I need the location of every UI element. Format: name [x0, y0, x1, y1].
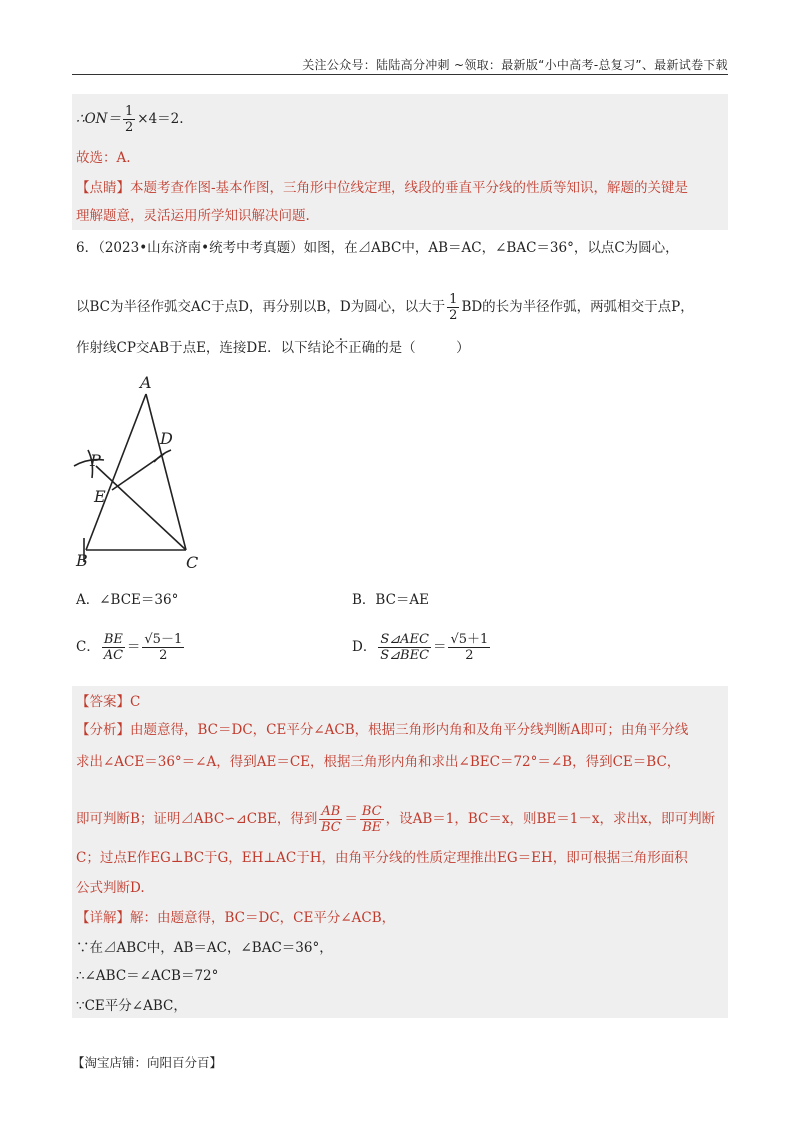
- label-b: B: [76, 551, 88, 570]
- detail-line-1: 【详解】解：由题意得，BC＝DC，CE平分∠ACB，: [76, 910, 396, 926]
- question-line-2: 以BC为半径作弧交AC于点D，再分别以B，D为圆心，以大于 $\frac{1}{2}$ BD的长为半径作弧，两弧相交于点P，: [76, 292, 694, 323]
- on-result-line: ∴ON＝ $\frac{1}{2}$ ×4＝2.: [76, 104, 184, 135]
- prev-comment-2: 理解题意，灵活运用所学知识解决问题.: [76, 208, 310, 224]
- side-ac: [146, 394, 186, 550]
- page-header: 关注公众号：陆陆高分冲刺 ~领取：最新版“小中高考-总复习”、最新试卷下载: [302, 58, 728, 72]
- question-line-3: 作射线CP交AB于点E，连接DE．以下结论不正确的是（ ）: [76, 340, 470, 356]
- header-rule: [72, 74, 728, 75]
- label-e: E: [94, 487, 106, 506]
- option-b: B．BC＝AE: [352, 592, 430, 608]
- label-a: A: [140, 373, 152, 392]
- question-line-1: 6．（2023•山东济南•统考中考真题）如图，在⊿ABC中，AB＝AC，∠BAC＝36°，以点C为圆心，: [76, 240, 679, 256]
- label-c: C: [186, 553, 199, 570]
- answer-label: 【答案】C: [76, 694, 141, 710]
- label-p: P: [90, 451, 101, 470]
- analysis-line-4: C；过点E作EG⊥BC于G，EH⊥AC于H，由角平分线的性质定理推出EG＝EH，即可根据三角形面积: [76, 850, 688, 866]
- detail-line-4: ∵CE平分∠ABC，: [76, 998, 187, 1014]
- option-c: C． $\frac{BE}{AC}$ ＝ $\frac{√5-1}{2}$: [76, 632, 183, 663]
- detail-line-3: ∴∠ABC＝∠ACB＝72°: [76, 968, 219, 984]
- analysis-line-5: 公式判断D.: [76, 880, 145, 896]
- prev-choice: 故选：A.: [76, 150, 131, 166]
- prev-comment-1: 【点睛】本题考查作图-基本作图，三角形中位线定理，线段的垂直平分线的性质等知识，解题的关键是: [76, 180, 689, 196]
- option-a: A．∠BCE＝36°: [76, 592, 179, 608]
- detail-line-2: ∵在⊿ABC中，AB＝AC，∠BAC＝36°，: [76, 940, 333, 956]
- ray-cp: [96, 466, 186, 550]
- label-d: D: [160, 429, 173, 448]
- analysis-line-2: 求出∠ACE＝36°＝∠A，得到AE＝CE，根据三角形内角和求出∠BEC＝72°＝∠B，得到CE＝BC，: [76, 754, 681, 770]
- emphasis-text: 不正确: [334, 340, 376, 356]
- triangle-figure: [68, 370, 218, 570]
- page-footer: 【淘宝店铺：向阳百分百】: [72, 1055, 223, 1070]
- option-d: D． $\frac{\text{S⊿AEC}}{\text{S⊿BEC}}$ ＝ $\frac{√5+1}{2}$: [352, 632, 489, 663]
- analysis-line-1: 【分析】由题意得，BC＝DC，CE平分∠ACB，根据三角形内角和及角平分线判断A即可；由角平分线: [76, 722, 689, 738]
- analysis-line-3: 即可判断B；证明⊿ABC∽⊿CBE，得到 $\frac{AB}{BC}$ ＝ $\frac{BC}{BE}$ ，设AB＝1，BC＝x，则BE＝1－x，求出x，即可判断: [76, 804, 716, 835]
